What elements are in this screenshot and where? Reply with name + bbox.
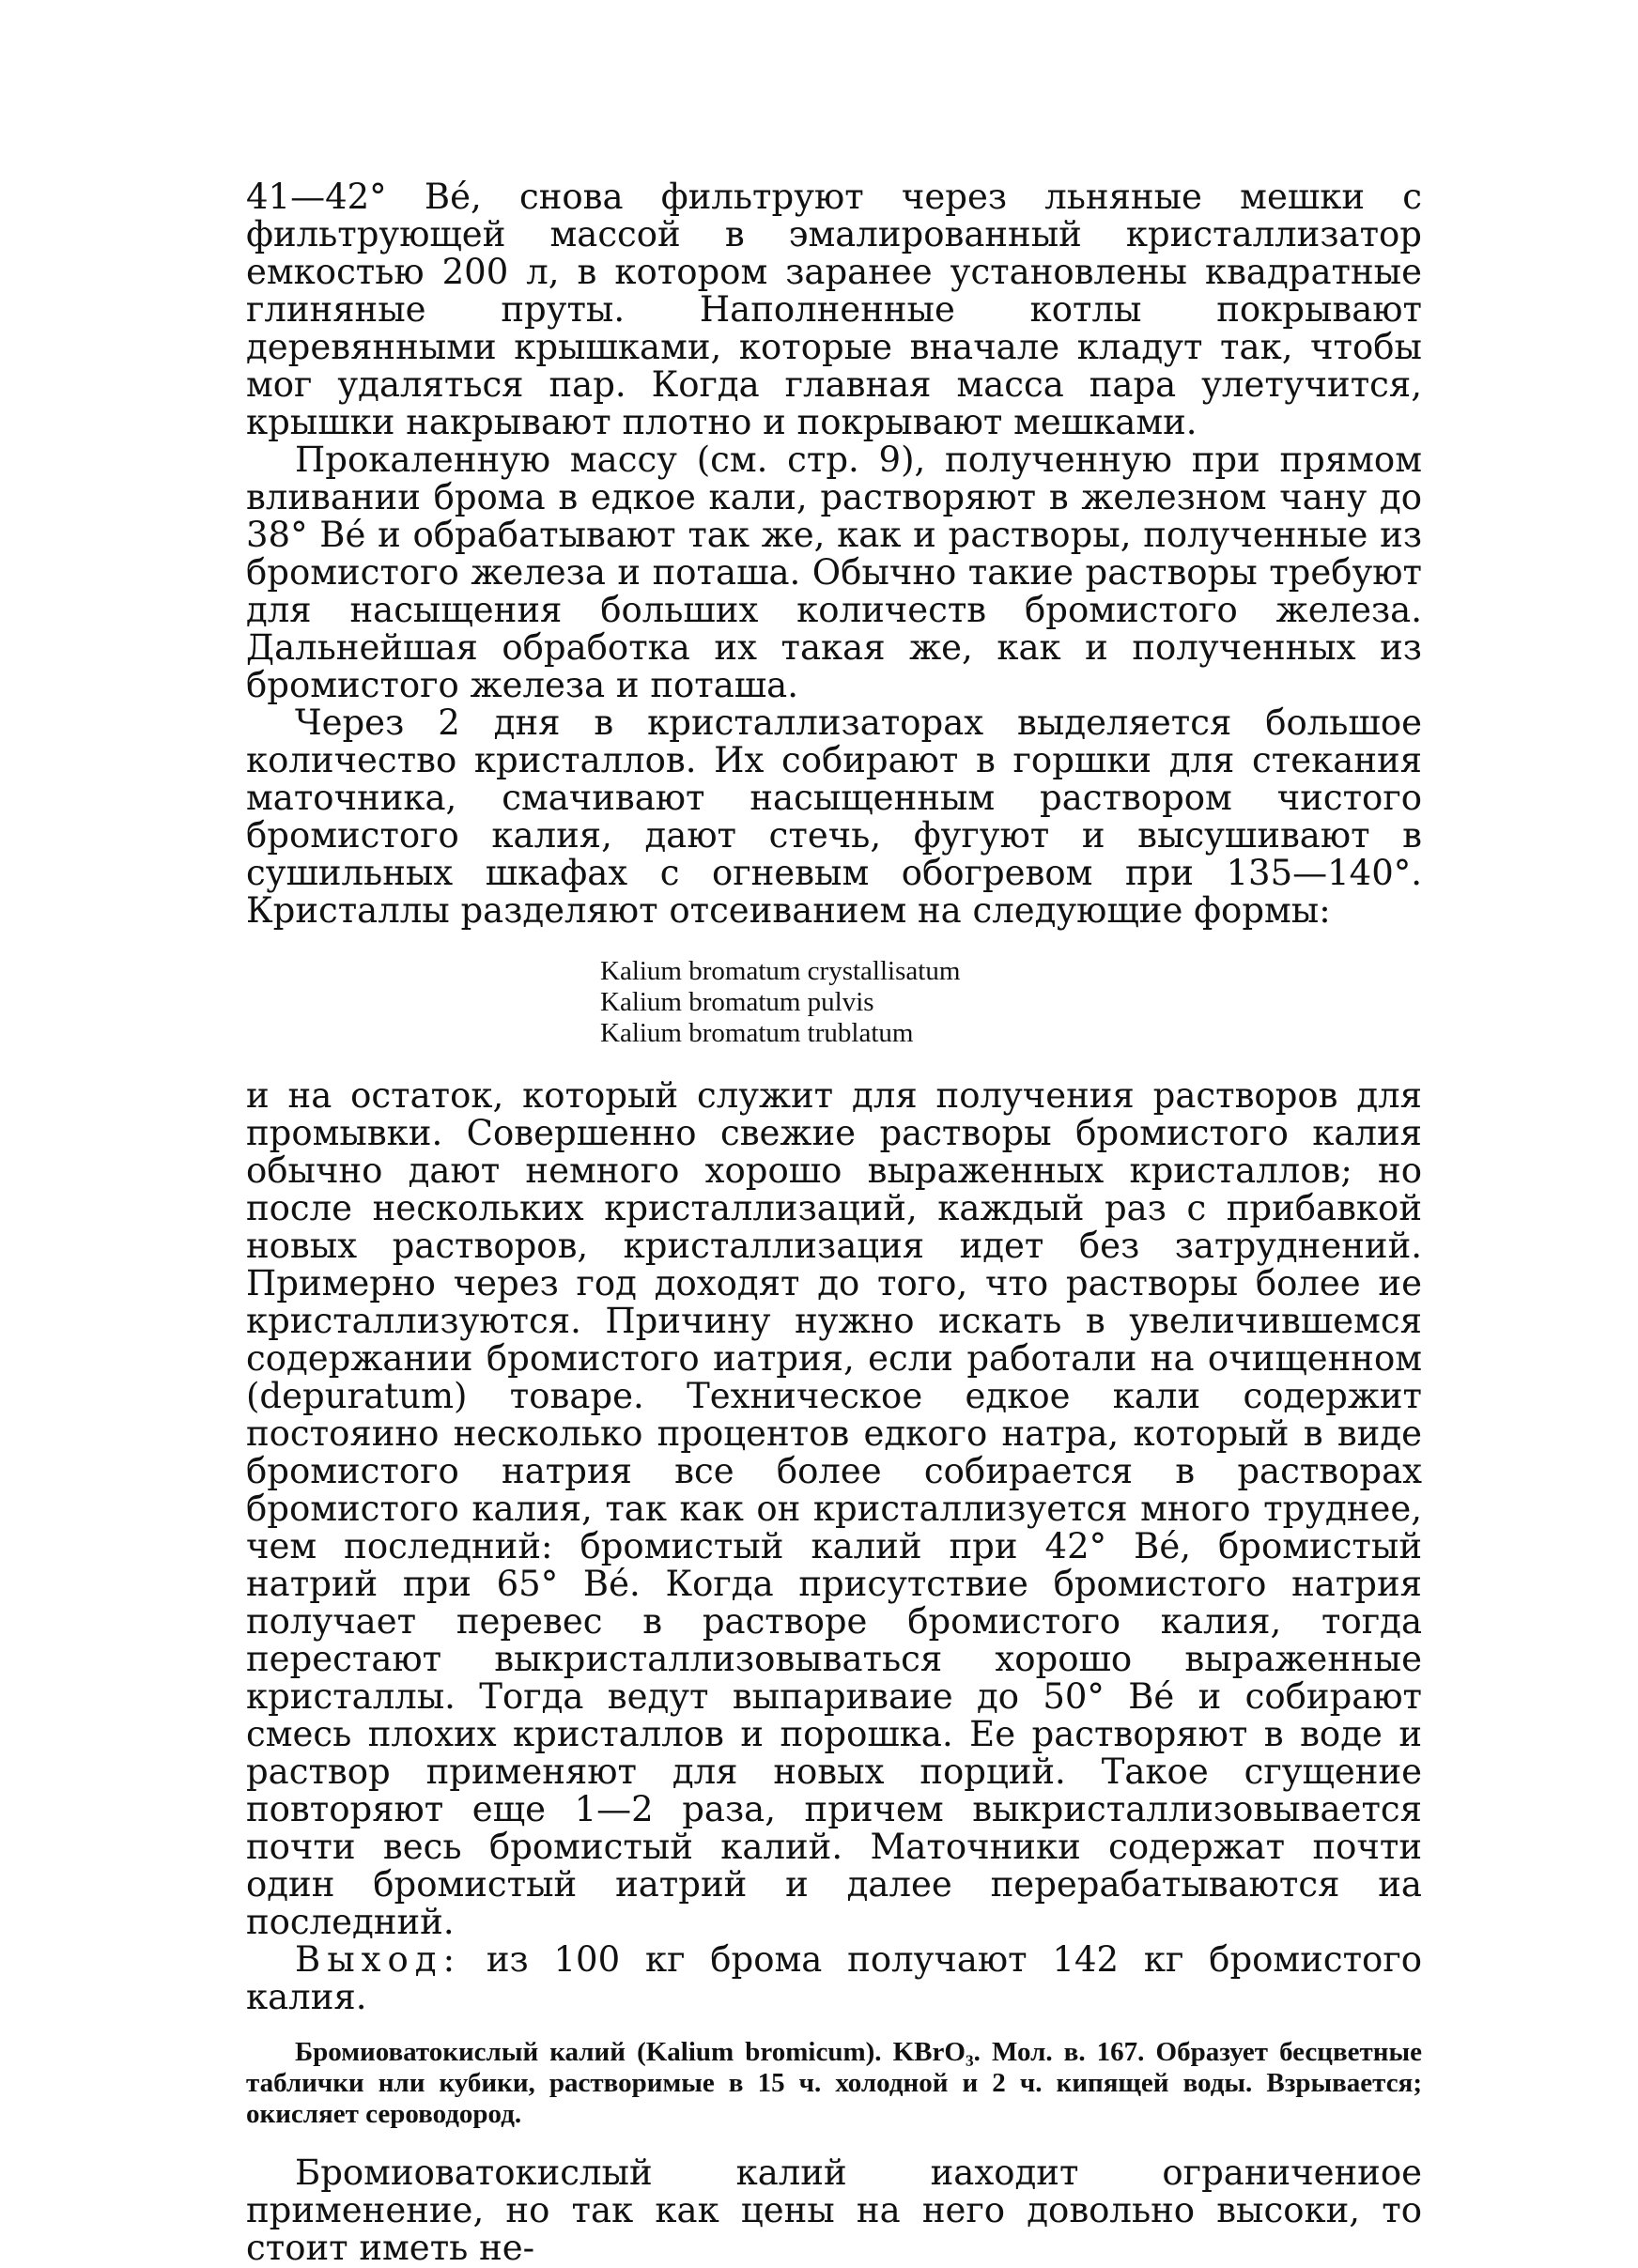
paragraph-yield bbox=[246, 1941, 1422, 2016]
crystal-form-item: Kalium bromatum trublatum bbox=[600, 1018, 914, 1048]
paragraph-calcined-mass: Прокаленную массу (см. стр. 9), полученную при прямом вливании брома в едкое кали, растворяют в железном чану до 38° Bé и обрабатывают так же, как и растворы, полученные из бромистого железа и поташа. Обычно такие растворы требуют для насыщения больших количеств бромистого железа. Дальнейшая обработка их такая же, как и полученных из бромистого железа и поташа. bbox=[246, 440, 1422, 705]
paragraph-filtration: 41—42° Bé, снова фильтруют через льняные мешки с фильтрующей массой в эмалированный кристаллизатор емкостью 200 л, в котором заранее установлены квадратные глиняные пруты. Наполненные котлы покрывают деревянными крышками, которые вначале кладут так, чтобы мог удаляться пар. Когда главная масса пара улетучится, крышки накрывают плотно и покрывают мешками. bbox=[246, 177, 1422, 442]
crystal-forms-list bbox=[246, 956, 1422, 1049]
yield-label: Выход: bbox=[295, 1939, 462, 1980]
crystal-form-item: Kalium bromatum pulvis bbox=[600, 987, 874, 1017]
paragraph-residue: и на остаток, который служит для получения растворов для промывки. Совершенно свежие растворы бромистого калия обычно дают немного хорошо выраженных кристаллов; но после нескольких кристаллизаций, каждый раз с прибавкой новых растворов, кристаллизация идет без затруднений. Примерно через год доходят до того, что растворы более ие кристаллизуются. Причину нужно искать в увеличившемся содержании бромистого иатрия, если работали на очищенном (depuratum) товаре. Техническое едкое кали содержит постояино несколько процентов едкого натра, который в виде бромистого натрия все более собирается в растворах бромистого калия, так как он кристаллизуется много труднее, чем последний: бромистый калий при 42° Bé, бромистый натрий при 65° Bé. Когда присутствие бромистого натрия получает перевес в растворе бромистого калия, тогда перестают выкристаллизовываться хорошо выраженные кристаллы. Тогда ведут выпариваие до 50° Bé и собирают смесь плохих кристаллов и порошка. Ее растворяют в воде и раствор применяют для новых порций. Такое сгущение повторяют еще 1—2 раза, причем выкристаллизовывается почти весь бромистый калий. Маточники содержат почти один бромистый иатрий и далее перерабатываются иа последний. bbox=[246, 1075, 1422, 1942]
yield-text: из 100 кг брома получают 142 кг бромистого калия. bbox=[246, 1939, 1422, 2017]
potassium-bromate-note: Бромиоватокислый калий (Kalium bromicum). KBrO₃. Мол. в. 167. Образует бесцветные таблички нли кубики, растворимые в 15 ч. холодной и 2 ч. кипящей воды. Взрывается; окисляет сероводород. bbox=[246, 2037, 1422, 2129]
page-content bbox=[246, 178, 1422, 2267]
paragraph-crystallization: Через 2 дня в кристаллизаторах выделяется большое количество кристаллов. Их собирают в горшки для стекания маточника, смачивают насыщенным раствором чистого бромистого калия, дают стечь, фугуют и высушивают в сушильных шкафах с огневым обогревом при 135—140°. Кристаллы разделяют отсеиванием на следующие формы: bbox=[246, 702, 1422, 931]
crystal-form-item: Kalium bromatum crystallisatum bbox=[600, 956, 961, 986]
paragraph-bromate-use: Бромиоватокислый калий иаходит ограничениое применение, но так как цены на него довольно высоки, то стоит иметь не- bbox=[246, 2152, 1422, 2268]
